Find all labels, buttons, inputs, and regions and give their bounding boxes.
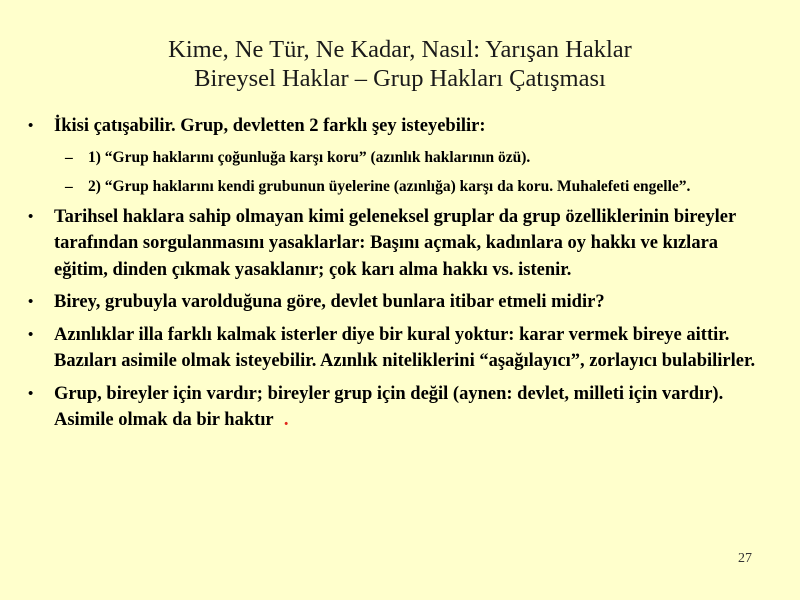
page-number: 27 bbox=[738, 551, 752, 566]
slide-body bbox=[24, 113, 764, 440]
bullet-icon: • bbox=[28, 385, 34, 402]
bullet-text-1: İkisi çatışabilir. Grup, devletten 2 farklı şey isteyebilir: bbox=[54, 116, 486, 136]
bullet-item-2 bbox=[24, 204, 764, 284]
sub-bullet-text-1: 1) “Grup haklarını çoğunluğa karşı koru” (azınlık haklarının özü). bbox=[88, 148, 531, 166]
bullet-icon: • bbox=[28, 326, 34, 343]
bullet-item-5 bbox=[24, 381, 764, 434]
bullet-icon: • bbox=[28, 294, 34, 310]
bullet-text-4: Azınlıklar illa farklı kalmak isterler diye bir kural yoktur: karar vermek bireye aittir. Bazıları asimile olmak isteyebilir. Azınlık niteliklerini “aşağılayıcı”, zorlayıcı bulabilirler. bbox=[54, 324, 756, 371]
bullet-text-5: Grup, bireyler için vardır; bireyler grup için değil (aynen: devlet, milleti için vardır). Asimile olmak da bir haktır bbox=[54, 383, 724, 430]
red-period-mark: . bbox=[283, 410, 289, 430]
bullet-item-1 bbox=[24, 113, 764, 140]
bullet-text-3: Birey, grubuyla varolduğuna göre, devlet bunlara itibar etmeli midir? bbox=[54, 292, 605, 312]
sub-bullet-text-2: 2) “Grup haklarını kendi grubunun üyelerine (azınlığa) karşı da koru. Muhalefeti engelle”. bbox=[88, 177, 691, 195]
dash-icon: – bbox=[65, 177, 73, 195]
title-line-2: Bireysel Haklar – Grup Hakları Çatışması bbox=[194, 65, 606, 92]
title-line-1: Kime, Ne Tür, Ne Kadar, Nasıl: Yarışan Haklar bbox=[168, 36, 632, 63]
sub-bullet-item-1 bbox=[24, 146, 764, 169]
bullet-item-4 bbox=[24, 322, 764, 375]
sub-bullet-item-2 bbox=[24, 175, 764, 198]
dash-icon: – bbox=[65, 148, 73, 166]
bullet-text-2: Tarihsel haklara sahip olmayan kimi geleneksel gruplar da grup özelliklerinin bireyler tarafından sorgulanmasını yasaklarlar: Başını açmak, kadınlara oy hakkı ve kızlara eğitim, dinden çıkmak yasaklanır; çok karı alma hakkı vs. istenir. bbox=[54, 206, 736, 280]
slide-title bbox=[0, 35, 800, 93]
bullet-icon: • bbox=[28, 208, 34, 225]
bullet-icon: • bbox=[28, 118, 34, 134]
bullet-item-3 bbox=[24, 289, 764, 316]
